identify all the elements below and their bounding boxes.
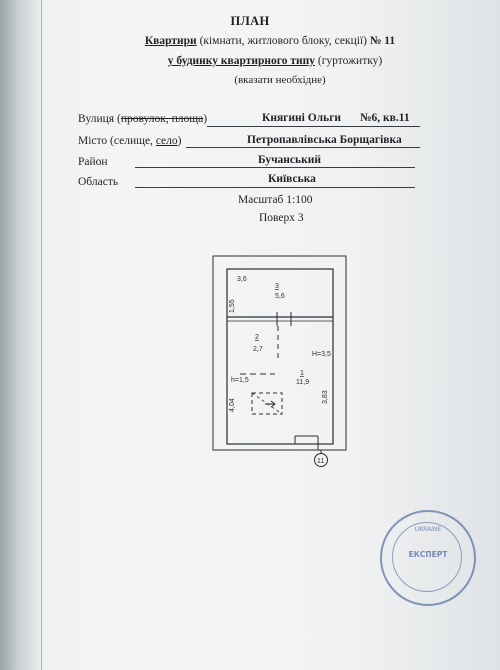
dim-left-bottom: 4,04 (229, 398, 236, 412)
street-label-struck: провулок, площа (120, 113, 204, 125)
room3-area: 5,6 (275, 293, 285, 300)
room2-area: 2,7 (253, 346, 263, 353)
header-hint: (вказати необхідне) (234, 74, 326, 86)
seal-country: UKRAINE (414, 526, 442, 533)
house-value: №6, кв.11 (360, 112, 410, 124)
apartment-marker: 11 (317, 458, 325, 465)
city-label-c: ) (177, 135, 182, 147)
apartment-options: (кімнати, житлового блоку, секції) (196, 35, 370, 47)
h-label: h=1,5 (231, 377, 249, 384)
dim-right-bottom: 3,83 (322, 390, 329, 404)
city-label-selected: село (155, 135, 178, 147)
apartment-word: Квартири (144, 35, 197, 47)
city-value: Петропавлівська Борщагівка (247, 134, 402, 146)
building-alt: (гуртожитку) (314, 55, 383, 67)
floor-label: Поверх 3 (259, 212, 304, 224)
district-value: Бучанський (258, 154, 321, 166)
room2-number: 2 (255, 334, 259, 341)
district-label: Район (78, 156, 108, 168)
city-label-a: Місто (селище, (78, 135, 156, 147)
seal-stamp (380, 510, 476, 606)
scale-label: Масштаб 1:100 (238, 194, 313, 206)
dim-top: 3,6 (237, 276, 247, 283)
building-type: будинку квартирного типу (176, 55, 315, 67)
region-value: Київська (268, 173, 316, 185)
room1-number: 1 (300, 370, 304, 377)
seal-word: ЕКСПЕРТ (408, 550, 448, 559)
document-title: ПЛАН (230, 14, 270, 28)
street-label-a: Вулиця ( (78, 113, 121, 125)
dim-left-top: 1,55 (229, 299, 236, 313)
building-prefix: у (167, 55, 177, 67)
room3-number: 3 (275, 283, 279, 290)
room1-area: 11,9 (296, 379, 310, 386)
street-value: Княгині Ольги (262, 112, 342, 124)
region-label: Область (78, 176, 119, 188)
street-label-c: ) (203, 113, 208, 125)
apartment-number: № 11 (369, 35, 396, 47)
height-label: H=3,5 (312, 351, 331, 358)
